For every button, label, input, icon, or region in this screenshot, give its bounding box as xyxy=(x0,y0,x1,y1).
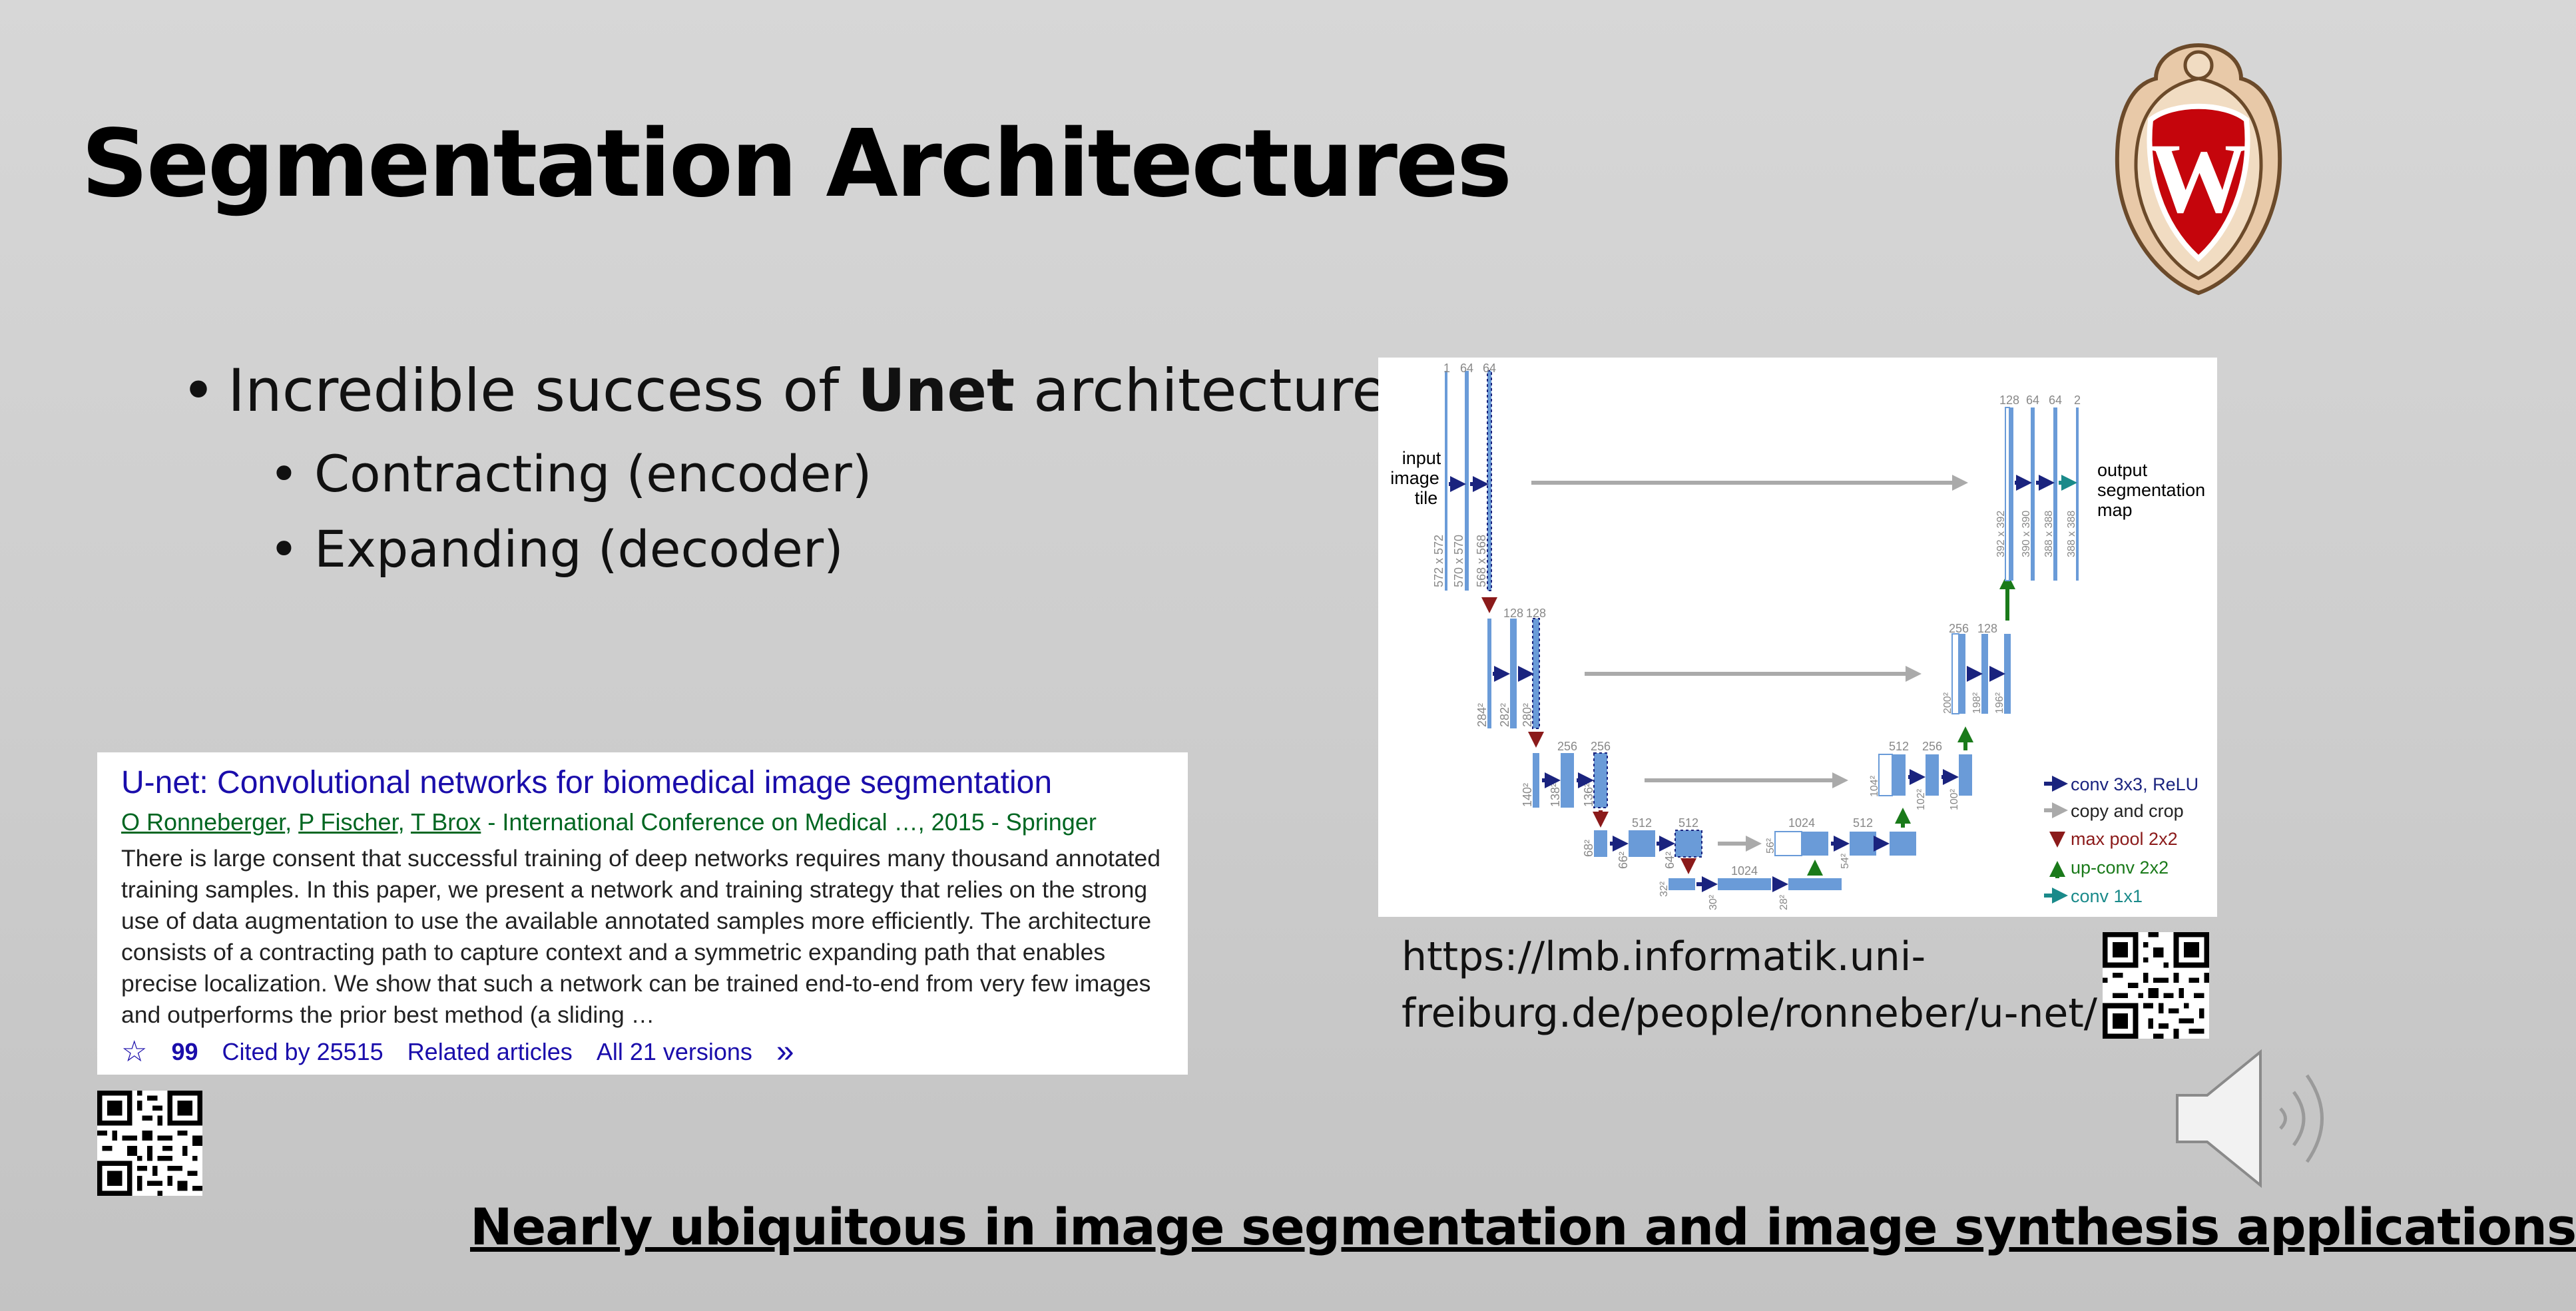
l2-size-1: 284² xyxy=(1475,702,1489,727)
r1-size-4: 388 x 388 xyxy=(2066,510,2077,557)
r3-size-1: 104² xyxy=(1869,775,1880,797)
scholar-abstract: There is large consent that successful training of deep networks requires many thousand annotated training samples. In this paper, we present a network and training strategy that relies on the strong use of data augmentation to use the available annotated samples more efficiently. The architecture consists of a contracting path to capture context and a symmetric expanding path that enables precise localization. We show that such a network can be trained end-to-end from very few images and outperforms the prior best method (a sliding … xyxy=(121,845,1160,1028)
l4-ch-2: 512 xyxy=(1678,816,1699,830)
l3-size-3: 136² xyxy=(1582,782,1595,807)
legend-upconv: up-conv 2x2 xyxy=(2071,858,2169,878)
r1-ch-3: 64 xyxy=(2048,393,2063,407)
university-crest-logo xyxy=(2109,32,2288,298)
l1-size-2: 570 x 570 xyxy=(1452,534,1465,587)
r1-size-2: 390 x 390 xyxy=(2021,510,2032,557)
r2-size-1: 200² xyxy=(1942,692,1953,714)
output-label-3: map xyxy=(2097,500,2133,520)
l5-ch-1: 1024 xyxy=(1730,864,1758,878)
qr-code-icon xyxy=(97,1091,202,1196)
author-link[interactable]: P Fischer xyxy=(298,808,398,836)
l1-ch-3: 64 xyxy=(1482,362,1497,375)
r1-ch-1: 128 xyxy=(1999,393,2020,407)
l1-size-1: 572 x 572 xyxy=(1432,534,1445,587)
r4-size-2: 54² xyxy=(1840,853,1851,869)
r1-size-3: 388 x 388 xyxy=(2043,510,2055,557)
r3-size-3: 100² xyxy=(1949,788,1960,810)
legend-conv1x1: conv 1x1 xyxy=(2071,886,2143,906)
bullet-unet-bold: Unet xyxy=(858,356,1015,425)
all-versions-link[interactable]: All 21 versions xyxy=(596,1037,752,1065)
crest-letter: W xyxy=(2149,123,2248,234)
slide-title: Segmentation Architectures xyxy=(81,110,1511,218)
legend-conv: conv 3x3, ReLU xyxy=(2071,774,2199,794)
l3-size-1: 140² xyxy=(1521,782,1534,807)
bullet-contracting-text: Contracting (encoder) xyxy=(314,444,872,503)
l1-ch-2: 64 xyxy=(1459,362,1474,375)
l4-size-1: 68² xyxy=(1582,839,1595,857)
legend-maxpool: max pool 2x2 xyxy=(2071,829,2178,849)
unet-architecture-diagram xyxy=(1378,358,2217,917)
l5-size-2: 30² xyxy=(1708,894,1719,910)
author-link[interactable]: T Brox xyxy=(410,808,481,836)
l1-ch-1: 1 xyxy=(1443,362,1451,375)
url-line-2: freiburg.de/people/ronneber/u-net/ xyxy=(1402,990,2098,1037)
author-link[interactable]: O Ronneberger xyxy=(121,808,286,836)
scholar-authors-line: O Ronneberger, P Fischer, T Brox - International Conference on Medical …, 2015 - Springer xyxy=(121,808,1097,836)
quote-icon[interactable]: 99 xyxy=(171,1037,198,1065)
r4-size-1: 56² xyxy=(1765,838,1776,854)
l5-size-3: 28² xyxy=(1778,894,1790,910)
bullet-unet-post: architecture xyxy=(1015,356,1388,425)
related-articles-link[interactable]: Related articles xyxy=(407,1037,573,1065)
more-icon[interactable]: » xyxy=(776,1034,794,1069)
scholar-result-title[interactable]: U-net: Convolutional networks for biomedical image segmentation xyxy=(121,765,1053,800)
l2-ch-1: 128 xyxy=(1503,607,1524,620)
bullet-contracting xyxy=(269,444,872,503)
l1-size-3: 568 x 568 xyxy=(1475,534,1488,587)
l2-size-2: 282² xyxy=(1498,702,1511,727)
bullet-unet-pre: Incredible success of xyxy=(228,356,858,425)
l5-size-1: 32² xyxy=(1659,881,1670,897)
output-label-1: output xyxy=(2097,460,2148,480)
qr-code-icon xyxy=(2103,932,2209,1039)
r2-size-2: 198² xyxy=(1971,692,1983,714)
l2-ch-2: 128 xyxy=(1525,607,1547,620)
r1-ch-4: 2 xyxy=(2073,393,2081,407)
l3-size-2: 138² xyxy=(1549,782,1562,807)
bullet-expanding-text: Expanding (decoder) xyxy=(314,519,844,579)
l4-size-3: 64² xyxy=(1663,851,1676,869)
l4-size-2: 66² xyxy=(1617,851,1630,869)
l2-size-3: 280² xyxy=(1521,702,1534,727)
scholar-links-row xyxy=(121,1033,818,1070)
r3-size-2: 102² xyxy=(1916,788,1927,810)
r4-ch-2: 512 xyxy=(1852,816,1874,830)
bullet-expanding xyxy=(269,519,844,579)
bullet-unet xyxy=(181,356,1388,425)
output-label-2: segmentation xyxy=(2097,480,2206,500)
l3-ch-2: 256 xyxy=(1590,740,1611,753)
r2-ch-2: 128 xyxy=(1977,622,1998,635)
scholar-venue: - International Conference on Medical …, 2015 - Springer xyxy=(481,808,1097,836)
r1-ch-2: 64 xyxy=(2025,393,2040,407)
r1-size-1: 392 x 392 xyxy=(1995,510,2007,557)
bullet-dot: • xyxy=(269,444,299,503)
cited-by-link[interactable]: Cited by 25515 xyxy=(222,1037,384,1065)
r3-ch-1: 512 xyxy=(1888,740,1910,753)
google-scholar-result-card xyxy=(97,752,1188,1075)
l4-ch-1: 512 xyxy=(1631,816,1653,830)
r3-ch-2: 256 xyxy=(1922,740,1943,753)
legend-copy: copy and crop xyxy=(2071,801,2184,821)
unet-url xyxy=(1402,929,2097,1042)
l3-ch-1: 256 xyxy=(1557,740,1578,753)
r2-ch-1: 256 xyxy=(1948,622,1969,635)
bullet-dot: • xyxy=(181,356,216,425)
bottom-takeaway-text: Nearly ubiquitous in image segmentation and image synthesis applications xyxy=(470,1197,2576,1256)
r2-size-3: 196² xyxy=(1994,692,2005,714)
input-label-1: input xyxy=(1402,448,1441,468)
url-line-1: https://lmb.informatik.uni- xyxy=(1402,933,1926,980)
r4-ch-1: 1024 xyxy=(1788,816,1816,830)
speaker-icon[interactable] xyxy=(2171,1045,2330,1192)
star-icon[interactable]: ☆ xyxy=(121,1035,148,1068)
input-label-2: image xyxy=(1390,468,1439,488)
input-label-3: tile xyxy=(1414,488,1438,508)
bullet-dot: • xyxy=(269,519,299,579)
